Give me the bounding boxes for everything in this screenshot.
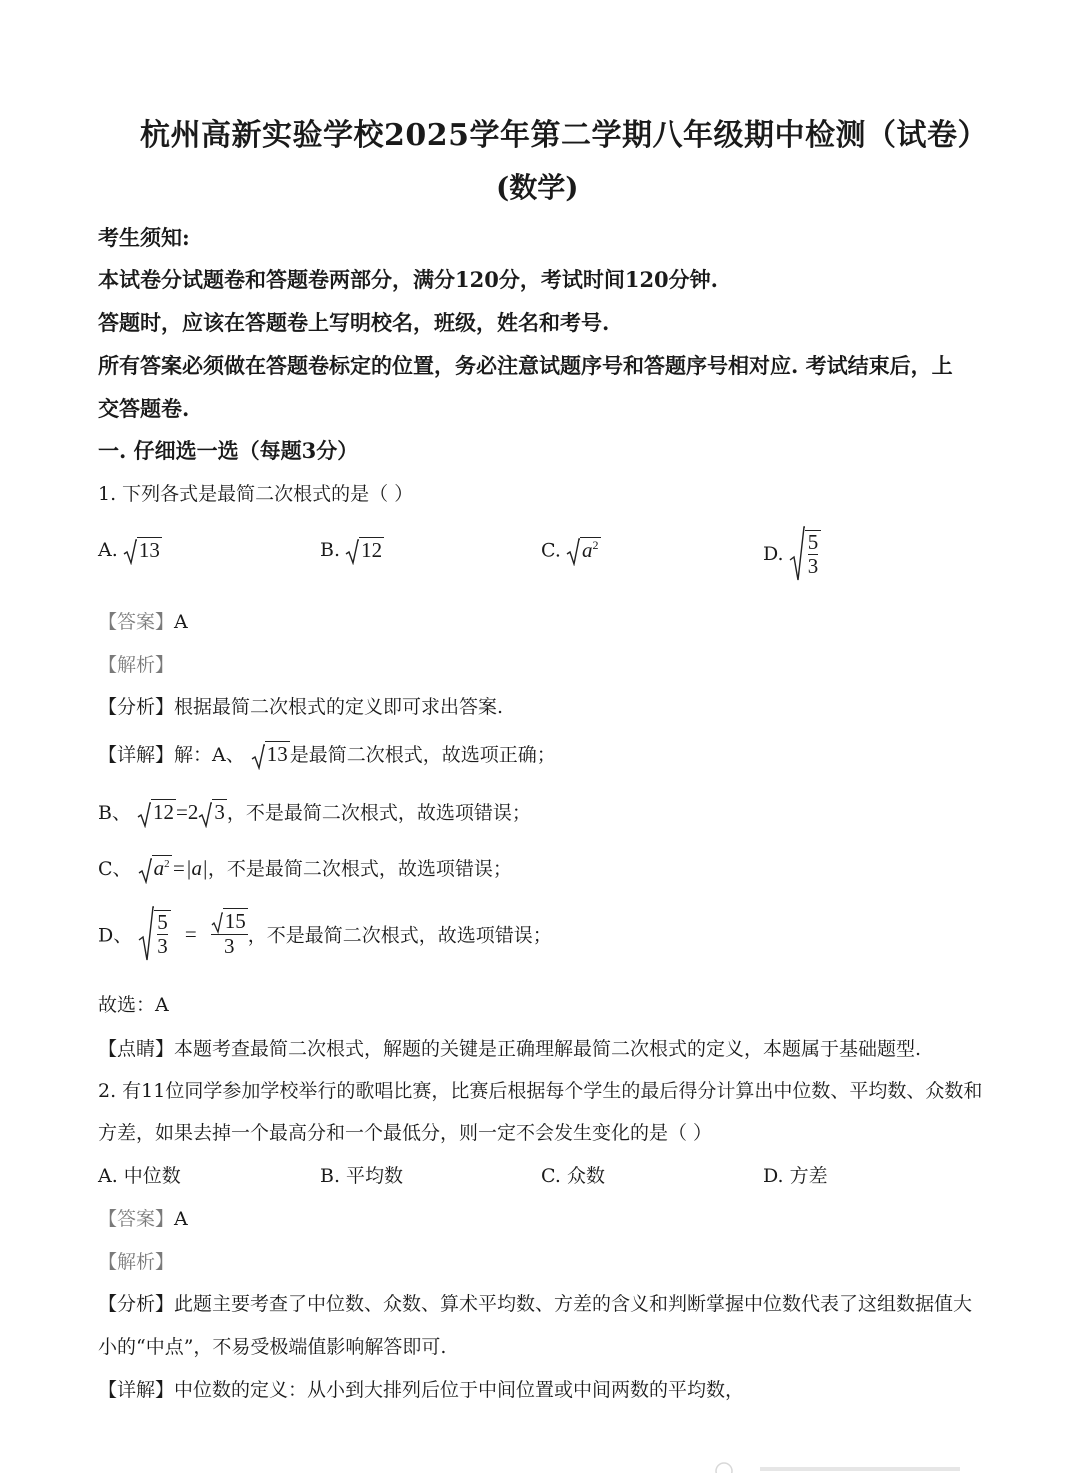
sqrt-a-squared-inline: $a^2$ [138, 856, 172, 883]
q2-option-c: C. 众数 [541, 1165, 605, 1187]
q2-fenxi-cont: 小的“中点”，不易受极端值影响解答即可. [98, 1336, 447, 1358]
page-title: 杭州高新实验学校2025学年第二学期八年级期中检测（试卷） [140, 118, 988, 153]
question-1-stem: 1. 下列各式是最简二次根式的是（ ） [98, 483, 414, 505]
q2-answer: 【答案】A [98, 1208, 188, 1230]
option-label: B. [320, 539, 341, 562]
q2-analysis-tag: 【解析】 [98, 1251, 175, 1273]
q2-option-d: D. 方差 [763, 1165, 828, 1187]
notice-line-3: 所有答案必须做在答题卷标定的位置，务必注意试题序号和答题序号相对应. 考试结束后，上 [98, 353, 953, 378]
sqrt-13-inline: 13 [251, 742, 290, 769]
q2-fenxi: 【分析】此题主要考查了中位数、众数、算术平均数、方差的含义和判断掌握中位数代表了这组数据值大 [98, 1293, 973, 1315]
notice-line-2: 答题时，应该在答题卷上写明校名，班级，姓名和考号. [98, 310, 610, 335]
notice-heading: 考生须知: [98, 225, 190, 250]
watermark-strip [700, 1458, 1000, 1470]
option-label: D. [763, 543, 784, 565]
question-2-stem-cont: 方差，如果去掉一个最高分和一个最低分，则一定不会发生变化的是（ ） [98, 1122, 713, 1144]
radical-sign-icon [789, 526, 805, 582]
sqrt-12-inline: 12 [137, 800, 176, 827]
q1-line-b: B、 12=2 3 ，不是最简二次根式，故选项错误； [98, 798, 531, 828]
sqrt-3-inline: 3 [198, 800, 227, 827]
q2-option-b: B. 平均数 [320, 1165, 404, 1187]
notice-line-3-cont: 交答题卷. [98, 396, 190, 421]
radical-sign-icon [137, 802, 151, 828]
radical-sign-icon [566, 538, 580, 566]
radical-sign-icon [211, 912, 223, 934]
q1-option-a [98, 538, 162, 565]
q1-dianjing: 【点睛】本题考查最简二次根式，解题的关键是正确理解最简二次根式的定义，本题属于基础题型. [98, 1038, 922, 1060]
q1-xiangjie: 【详解】解：A、 13 是最简二次根式，故选项正确； [98, 740, 556, 770]
answer-tag: 【答案】 [98, 611, 175, 633]
page-subtitle: (数学) [496, 171, 579, 204]
radical-sign-icon [138, 906, 154, 962]
radical-sign-icon [345, 539, 359, 565]
sqrt-a-squared: $a^2$ [566, 538, 601, 566]
radical-sign-icon [123, 539, 137, 565]
option-label: A. [98, 539, 118, 562]
q1-answer: 【答案】A [98, 611, 188, 633]
radical-sign-icon [251, 744, 265, 770]
q2-option-a: A. 中位数 [98, 1165, 181, 1187]
q1-line-d: D、 $\frac{5}{3}$ = $\frac{15}{3}$ ，不是最简二次根式，故选项错误； [98, 906, 552, 962]
q1-analysis-tag: 【解析】 [98, 654, 175, 676]
section-heading: 一. 仔细选一选（每题3分） [98, 438, 359, 463]
fraction-sqrt15-over-3: $\frac{15}{3}$ [211, 910, 248, 958]
q1-fenxi: 【分析】根据最简二次根式的定义即可求出答案. [98, 696, 504, 718]
sqrt-fraction-5-3: $\frac{5}{3}$ [789, 526, 822, 582]
radical-sign-icon [198, 802, 212, 828]
q1-choose: 故选：A [98, 994, 169, 1016]
question-2-stem: 2. 有11位同学参加学校举行的歌唱比赛，比赛后根据每个学生的最后得分计算出中位数、平均数、众数和 [98, 1080, 983, 1102]
q1-option-c [541, 538, 601, 566]
option-label: C. [541, 539, 561, 562]
q1-option-d [763, 526, 821, 582]
q1-option-b [320, 538, 384, 565]
sqrt-12: 12 [345, 538, 384, 565]
q2-xiangjie: 【详解】中位数的定义：从小到大排列后位于中间位置或中间两数的平均数， [98, 1379, 745, 1401]
notice-line-1: 本试卷分试题卷和答题卷两部分，满分120分，考试时间120分钟. [98, 267, 718, 292]
sqrt-fraction-inline: $\frac{5}{3}$ [138, 906, 171, 962]
sqrt-13: 13 [123, 538, 162, 565]
q1-line-c: C、 $a^2=|a|$，不是最简二次根式，故选项错误； [98, 854, 512, 884]
radical-sign-icon [138, 858, 152, 884]
